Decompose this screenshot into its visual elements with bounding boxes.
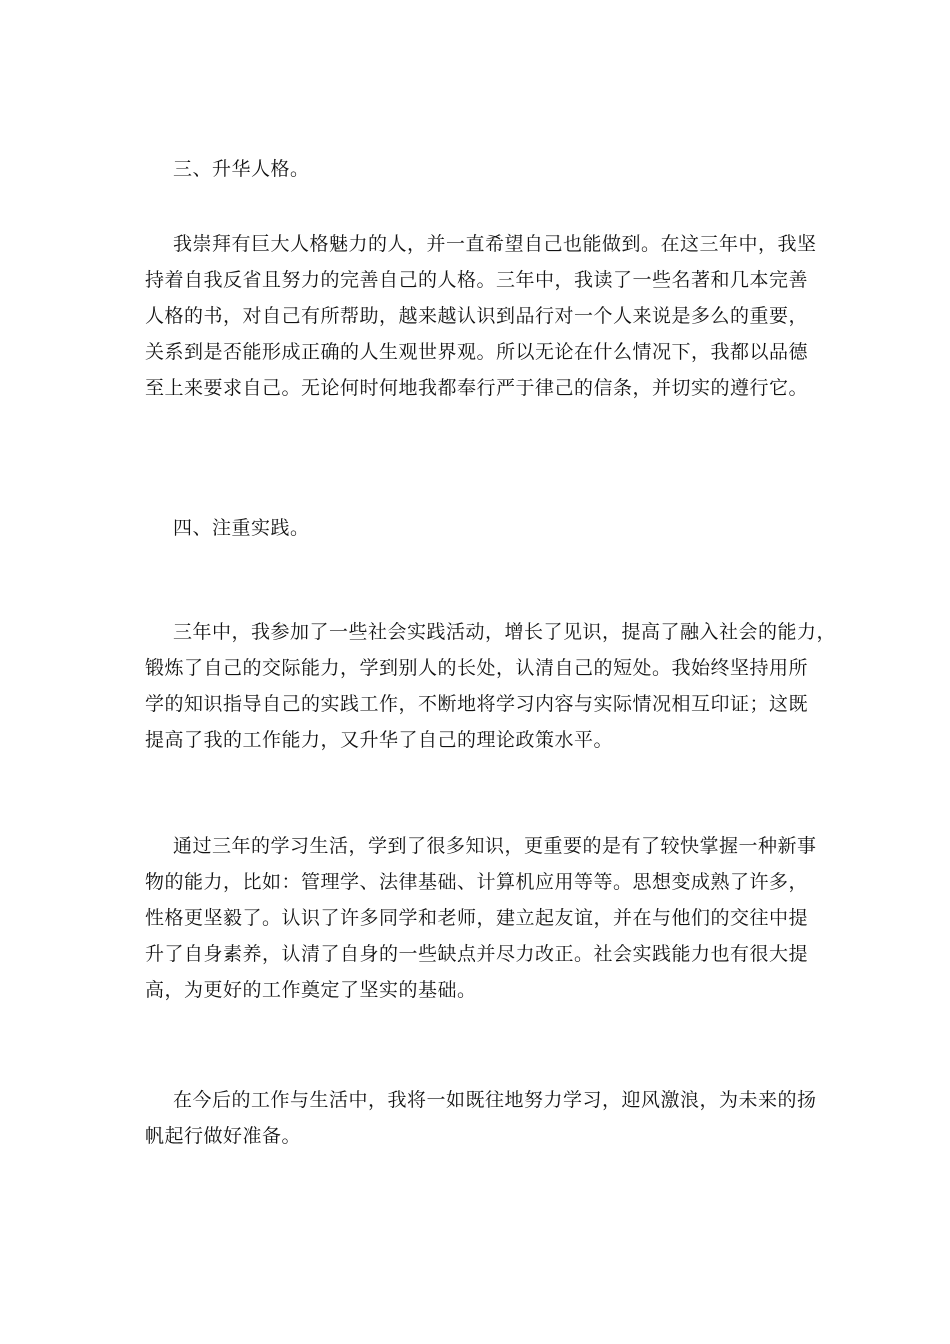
paragraph-line: 高，为更好的工作奠定了坚实的基础。: [145, 979, 477, 1001]
paragraph: [145, 1082, 815, 1154]
paragraph: [145, 614, 837, 758]
paragraph-line: 学的知识指导自己的实践工作，不断地将学习内容与实际情况相互印证；这既: [145, 693, 809, 715]
paragraph-line: 帆起行做好准备。: [145, 1125, 302, 1147]
paragraph-line: 人格的书，对自己有所帮助，越来越认识到品行对一个人来说是多么的重要，: [145, 305, 809, 327]
paragraph-line: 持着自我反省且努力的完善自己的人格。三年中，我读了一些名著和几本完善: [145, 269, 809, 291]
paragraph: [145, 828, 815, 1008]
paragraph-line: 物的能力，比如：管理学、法律基础、计算机应用等等。思想变成熟了许多，: [145, 871, 809, 893]
paragraph-line: 锻炼了自己的交际能力，学到别人的长处，认清自己的短处。我始终坚持用所: [145, 657, 809, 679]
section-heading: [145, 151, 815, 187]
paragraph-line: 至上来要求自己。无论何时何地我都奉行严于律己的信条，并切实的遵行它。: [145, 377, 809, 399]
paragraph-line: 性格更坚毅了。认识了许多同学和老师，建立起友谊，并在与他们的交往中提: [145, 907, 809, 929]
paragraph-line: 升了自身素养，认清了自身的一些缺点并尽力改正。社会实践能力也有很大提: [145, 943, 809, 965]
paragraph-line: 关系到是否能形成正确的人生观世界观。所以无论在什么情况下，我都以品德: [145, 341, 809, 363]
paragraph-line: 在今后的工作与生活中，我将一如既往地努力学习，迎风激浪，为未来的扬: [173, 1089, 817, 1111]
heading-text: 三、升华人格。: [173, 158, 310, 180]
paragraph-line: 三年中，我参加了一些社会实践活动，增长了见识，提高了融入社会的能力，: [173, 621, 837, 643]
paragraph-line: 我崇拜有巨大人格魅力的人，并一直希望自己也能做到。在这三年中，我坚: [173, 233, 817, 255]
section-heading: [145, 510, 815, 546]
paragraph-line: 通过三年的学习生活，学到了很多知识，更重要的是有了较快掌握一种新事: [173, 835, 817, 857]
heading-text: 四、注重实践。: [173, 517, 310, 539]
paragraph: [145, 226, 815, 406]
paragraph-line: 提高了我的工作能力，又升华了自己的理论政策水平。: [145, 729, 614, 751]
